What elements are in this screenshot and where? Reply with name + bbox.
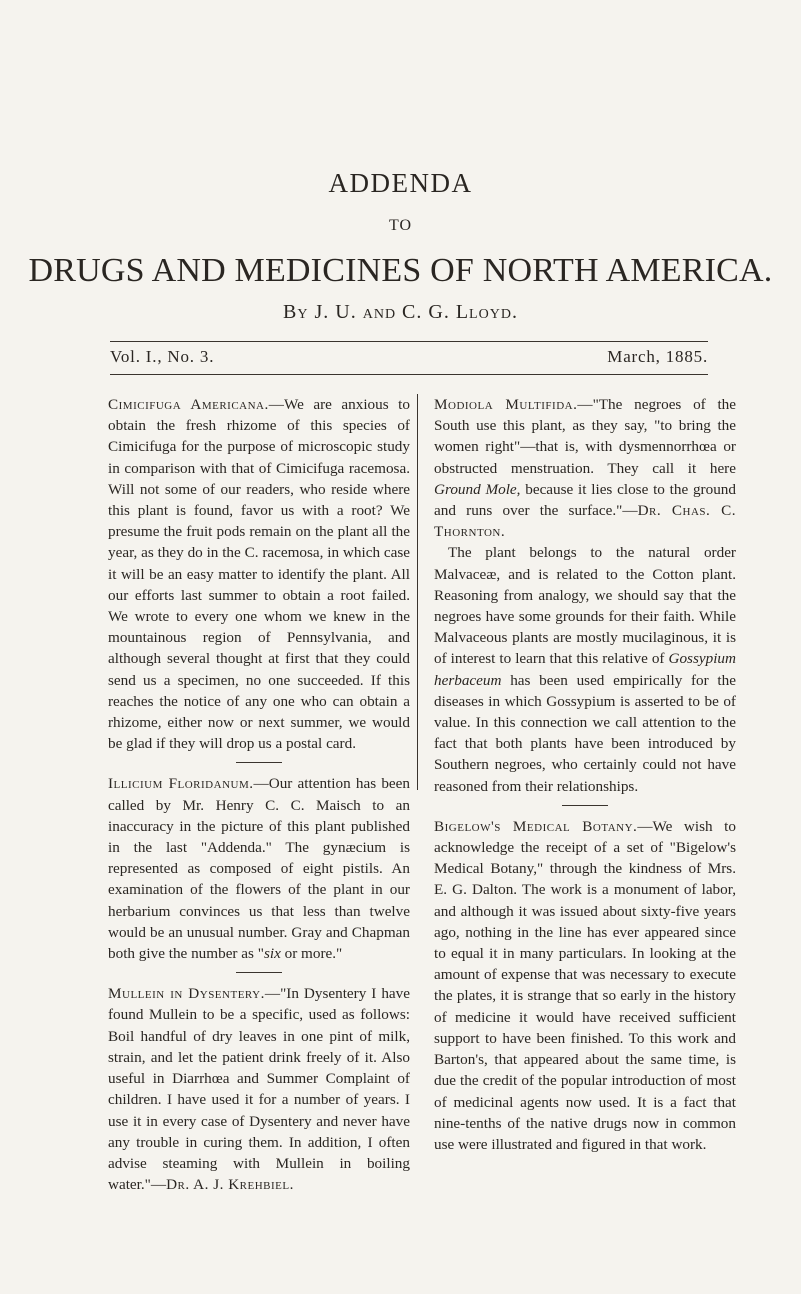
section-separator	[562, 805, 608, 806]
to-heading: TO	[388, 217, 413, 234]
column-divider	[417, 394, 418, 790]
article-modiola-comment	[434, 542, 736, 796]
byline: By J. U. and C. G. Lloyd.	[283, 301, 518, 323]
article-mullein	[108, 983, 410, 1195]
article-body: The plant belongs to the natural order Malvaceæ, and is related to the Cotton plant. Reasoning from analogy, we should say that the negroes have some grounds for their faith. While Malvaceous plants are mostly mucilaginous, it is of interest to learn that this relative of	[434, 544, 736, 668]
article-heading: Modiola Multifida.	[434, 396, 578, 413]
right-column	[434, 394, 736, 1155]
article-emphasis: six	[263, 945, 281, 963]
article-emphasis: Ground Mole	[434, 480, 517, 498]
section-separator	[236, 972, 282, 973]
article-heading: Bigelow's Medical Botany.	[434, 817, 638, 835]
article-body-end: or more."	[280, 945, 343, 963]
article-body: —We are anxious to obtain the fresh rhizome of this species of Cimicifuga for the purpose of microscopic study in comparison with that of Cimicifuga racemosa. Will not some of our readers, who reside where this plant is found, favor us with a root? We presume the fruit pods remain on the plant all the year, as they do in the C. racemosa, in which case it will be an easy matter to identify the plant. All our efforts last summer to obtain a root failed. We wrote to every one whom we knew in the mountainous region of Pennsylvania, and although several thought at first that they could send us a specimen, no one succeeded. If this reaches the notice of any one who can obtain a rhizome, either now or next summer, we would be glad if they will drop us a postal card.	[108, 396, 410, 753]
article-body: —"In Dysentery I have found Mullein to be a specific, used as follows: Boil handful of dry leaves in one pint of milk, strain, and let the patient drink freely of it. Also useful in Diarrhœa and Summer Complaint of children. I have used it for a number of years. I use it in every case of Dysentery and never have any trouble in curing them. In addition, I often advise steaming with Mullein in boiling water."—	[108, 985, 411, 1194]
article-heading: Mullein in Dysentery.	[108, 985, 265, 1003]
left-column	[108, 394, 410, 1195]
article-bigelow	[434, 816, 736, 1155]
masthead	[0, 168, 801, 324]
top-rule	[110, 341, 708, 342]
article-heading: Cimicifuga Americana.	[108, 396, 269, 413]
article-body: —Our attention has been called by Mr. Henry C. C. Maisch to an inaccuracy in the picture of this plant published in the last "Addenda." The gynæcium is represented as composed of eight pistils. An examination of the flowers of the plant in our herbarium convinces us that less than twelve would be an unusual number. Gray and Chapman both give the number as "	[108, 775, 410, 963]
bottom-rule	[110, 374, 708, 375]
addenda-heading: ADDENDA	[328, 168, 473, 198]
article-modiola	[434, 394, 736, 542]
volume-number: Vol. I., No. 3.	[110, 347, 215, 366]
publication-title: DRUGS AND MEDICINES OF NORTH AMERICA.	[28, 252, 773, 289]
article-body-cont: , because it lies close to the ground and runs over the surface."—	[434, 480, 736, 520]
article-cimicifuga	[108, 394, 410, 754]
article-body-cont: has been used empirically for the diseases in which Gossypium is asserted to be of value. In this connection we call attention to the fact that both plants have been introduced by Southern negroes, who certainly could not have reasoned from their relationships.	[434, 671, 736, 795]
article-body: —"The negroes of the South use this plant, as they say, "to bring the women right"—that is, with dysmennorrhœa or obstructed menstruation. They call it here	[434, 396, 736, 477]
issue-date: March, 1885.	[607, 347, 708, 366]
article-signature: Dr. A. J. Krehbiel.	[166, 1176, 294, 1194]
article-body: —We wish to acknowledge the receipt of a set of "Bigelow's Medical Botany," through the kindness of Mrs. E. G. Dalton. The work is a monument of labor, and although it was issued about sixty-five years ago, nothing in the line has ever appeared since to equal it in many particulars. In looking at the amount of expense that was necessary to execute the plates, it is strange that so early in the history of medicine it would have received sufficient support to have been finished. To this work and Barton's, that appeared about the same time, is due the credit of the popular introduction of most of medicinal agents now used. It is a fact that nine-tenths of the native drugs now in common use were illustrated and figured in that work.	[434, 817, 736, 1153]
article-illicium	[108, 773, 410, 964]
issue-line	[110, 346, 708, 368]
article-emphasis: Gossypium herbaceum	[434, 650, 736, 689]
section-separator	[236, 762, 282, 763]
article-signature: Dr. Chas. C. Thornton.	[434, 502, 736, 541]
article-heading: Illicium Floridanum.	[108, 775, 254, 793]
